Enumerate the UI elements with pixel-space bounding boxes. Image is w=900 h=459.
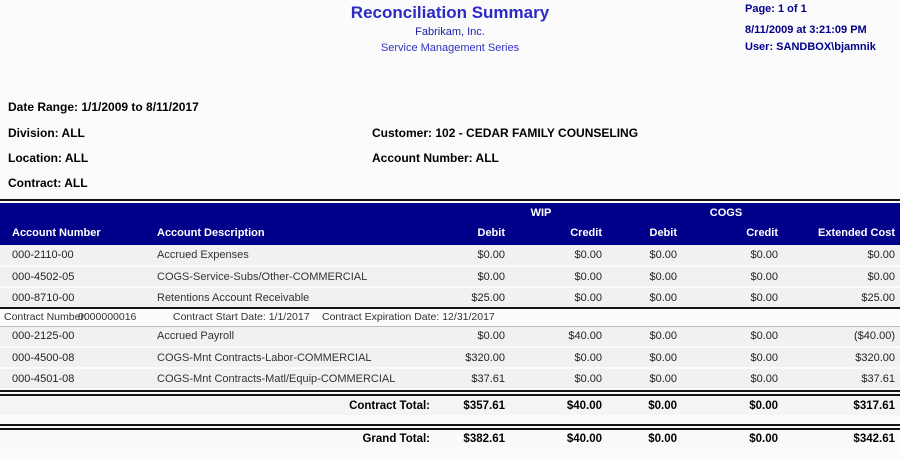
cell-wip-debit: $0.00 [445,326,510,347]
cell-account-description: COGS-Mnt Contracts-Matl/Equip-COMMERCIAL [155,368,445,389]
report-title: Reconciliation Summary [350,3,550,22]
cell-extended-cost: $0.00 [783,245,900,266]
cell-account-description: Retentions Account Receivable [155,287,445,308]
cell-extended-cost: ($40.00) [783,326,900,347]
table-row [0,326,900,347]
col-header-wip-credit: Credit [510,222,607,245]
grand-total-extended-cost: $342.61 [853,432,895,445]
filter-division: Division: ALL [8,126,85,140]
contract-number-value: 0000000016 [78,311,137,324]
cell-cogs-debit: $0.00 [607,287,682,308]
cell-wip-credit: $40.00 [510,326,607,347]
table-row [0,266,900,287]
cell-account-number: 000-8710-00 [0,287,155,308]
series-name: Service Management Series [380,42,520,54]
cell-account-description: COGS-Mnt Contracts-Labor-COMMERCIAL [155,347,445,368]
contract-info-row [0,308,900,326]
filter-account-number: Account Number: ALL [372,151,499,165]
cell-extended-cost: $320.00 [783,347,900,368]
table-top-rule [0,199,900,201]
filter-contract: Contract: ALL [8,176,88,190]
col-header-account-number: Account Number [0,222,155,245]
cell-extended-cost: $0.00 [783,266,900,287]
group-header-spacer-desc [155,203,445,222]
filter-customer: Customer: 102 - CEDAR FAMILY COUNSELING [372,126,639,140]
group-header-spacer-right [783,203,900,222]
col-header-cogs-credit: Credit [682,222,783,245]
filter-date-range: Date Range: 1/1/2009 to 8/11/2017 [8,100,199,114]
cell-extended-cost: $37.61 [783,368,900,389]
cell-wip-credit: $0.00 [510,347,607,368]
column-header-row [0,222,900,245]
page-info: Page: 1 of 1 [745,3,807,15]
cell-cogs-credit: $0.00 [682,245,783,266]
reconciliation-table [0,203,900,390]
group-header-wip: WIP [445,203,607,222]
col-header-cogs-debit: Debit [607,222,682,245]
cell-cogs-debit: $0.00 [607,266,682,287]
contract-total-label: Contract Total: [349,399,430,412]
contract-total-wip-debit: $357.61 [463,399,505,412]
cell-account-description: Accrued Expenses [155,245,445,266]
contract-number-label: Contract Number: [4,311,87,324]
cell-cogs-credit: $0.00 [682,347,783,368]
table-row [0,287,900,308]
grand-total-wip-debit: $382.61 [463,432,505,445]
cell-account-description: COGS-Service-Subs/Other-COMMERCIAL [155,266,445,287]
cell-account-number: 000-4500-08 [0,347,155,368]
cell-cogs-credit: $0.00 [682,266,783,287]
cell-wip-debit: $0.00 [445,245,510,266]
table-row [0,245,900,266]
grand-total-cogs-credit: $0.00 [749,432,778,445]
contract-expiration-date: Contract Expiration Date: 12/31/2017 [322,311,495,324]
cell-cogs-debit: $0.00 [607,326,682,347]
cell-account-number: 000-2110-00 [0,245,155,266]
group-header-cogs: COGS [607,203,783,222]
cell-wip-debit: $0.00 [445,266,510,287]
cell-cogs-credit: $0.00 [682,368,783,389]
cell-wip-debit: $37.61 [445,368,510,389]
cell-cogs-credit: $0.00 [682,326,783,347]
cell-account-number: 000-4502-05 [0,266,155,287]
grand-total-cogs-debit: $0.00 [648,432,677,445]
cell-account-number: 000-2125-00 [0,326,155,347]
cell-wip-credit: $0.00 [510,287,607,308]
totals-gap [0,415,900,424]
report-datetime: 8/11/2009 at 3:21:09 PM [745,24,867,36]
cell-account-number: 000-4501-08 [0,368,155,389]
report-meta [745,3,876,53]
cell-wip-debit: $320.00 [445,347,510,368]
contract-total-wip-credit: $40.00 [566,399,602,412]
col-header-extended-cost: Extended Cost [783,222,900,245]
table-row [0,347,900,368]
cell-cogs-debit: $0.00 [607,347,682,368]
cell-wip-debit: $25.00 [445,287,510,308]
contract-total-row [0,396,900,415]
report-user: User: SANDBOX\bjamnik [745,41,876,53]
cell-cogs-credit: $0.00 [682,287,783,308]
col-header-wip-debit: Debit [445,222,510,245]
cell-wip-credit: $0.00 [510,368,607,389]
grand-total-label: Grand Total: [362,432,430,445]
filter-location: Location: ALL [8,151,89,165]
company-name: Fabrikam, Inc. [415,26,485,38]
cell-wip-credit: $0.00 [510,245,607,266]
cell-account-description: Accrued Payroll [155,326,445,347]
cell-cogs-debit: $0.00 [607,245,682,266]
contract-total-cogs-debit: $0.00 [648,399,677,412]
grand-total-row [0,430,900,447]
col-header-account-description: Account Description [155,222,445,245]
grand-total-wip-credit: $40.00 [566,432,602,445]
contract-total-extended-cost: $317.61 [853,399,895,412]
reconciliation-table-section [0,203,900,447]
contract-total-cogs-credit: $0.00 [749,399,778,412]
cell-cogs-debit: $0.00 [607,368,682,389]
contract-start-date: Contract Start Date: 1/1/2017 [173,311,310,324]
cell-wip-credit: $0.00 [510,266,607,287]
table-row [0,368,900,389]
cell-extended-cost: $25.00 [783,287,900,308]
group-header-spacer-left [0,203,155,222]
group-header-row [0,203,900,222]
